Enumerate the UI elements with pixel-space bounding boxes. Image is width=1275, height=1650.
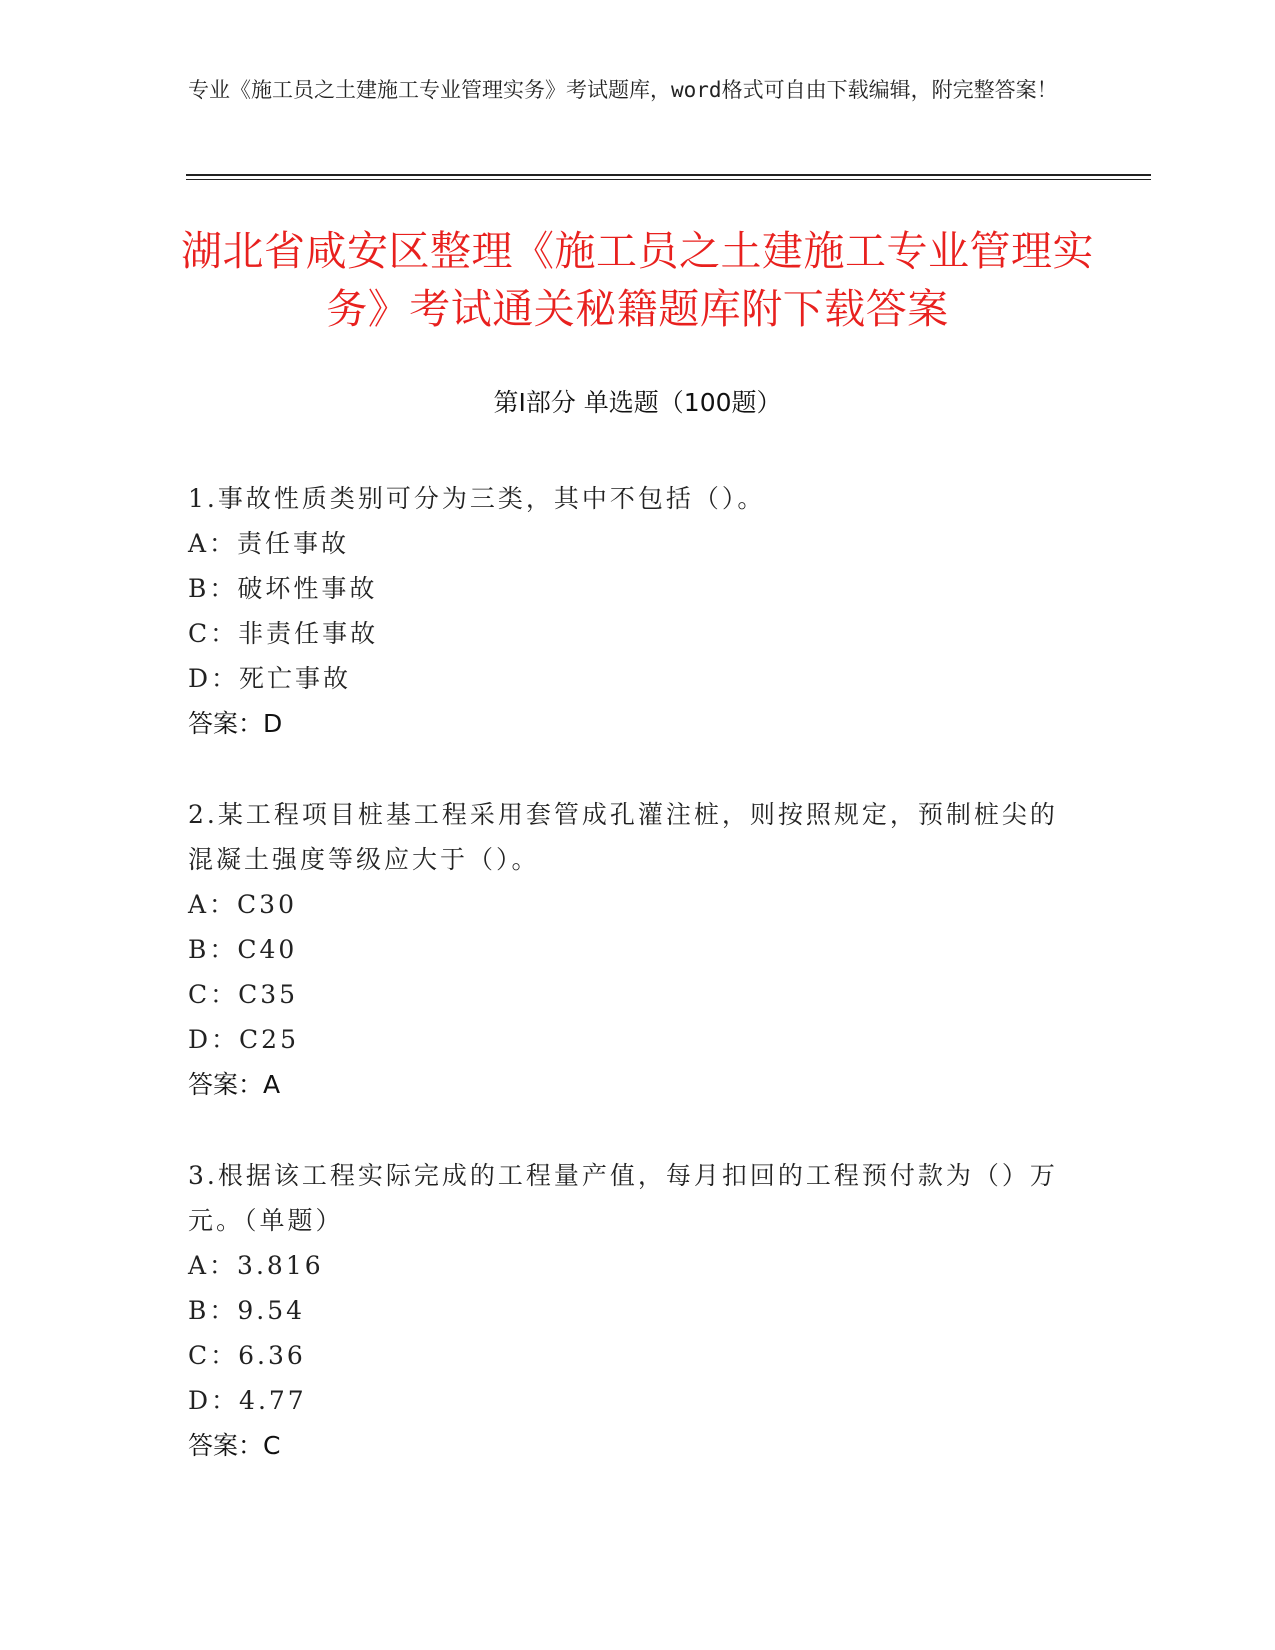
question-stem: 1.事故性质类别可分为三类，其中不包括（）。: [188, 484, 766, 513]
option-d: D：死亡事故: [188, 664, 352, 693]
section-heading: 第Ⅰ部分 单选题（100题）: [493, 388, 782, 417]
answer-line: 答案：C: [188, 1431, 281, 1460]
header-note: 专业《施工员之土建施工专业管理实务》考试题库，word格式可自由下载编辑，附完整答案！: [188, 78, 1058, 102]
option-c: C：非责任事故: [188, 619, 379, 648]
option-c: C：6.36: [188, 1341, 306, 1370]
question-item: [188, 792, 1068, 1107]
option-a: A：3.816: [188, 1251, 324, 1280]
option-b: B：破坏性事故: [188, 574, 378, 603]
answer-line: 答案：A: [188, 1070, 281, 1099]
option-b: B：C40: [188, 935, 298, 964]
question-list: [188, 476, 1068, 1514]
document-title: 湖北省咸安区整理《施工员之土建施工专业管理实务》考试通关秘籍题库附下载答案: [181, 227, 1094, 333]
question-stem: 3.根据该工程实际完成的工程量产值，每月扣回的工程预付款为（）万元。（单题）: [188, 1161, 1058, 1235]
option-d: D：C25: [188, 1025, 299, 1054]
question-stem: 2.某工程项目桩基工程采用套管成孔灌注桩，则按照规定，预制桩尖的混凝土强度等级应大于（）。: [188, 800, 1058, 874]
answer-line: 答案：D: [188, 709, 283, 738]
option-d: D：4.77: [188, 1386, 307, 1415]
option-c: C：C35: [188, 980, 299, 1009]
option-a: A：C30: [188, 890, 297, 919]
option-a: A：责任事故: [188, 529, 350, 558]
question-item: [188, 476, 1068, 746]
option-b: B：9.54: [188, 1296, 306, 1325]
header-divider: [186, 174, 1151, 180]
question-item: [188, 1153, 1068, 1468]
